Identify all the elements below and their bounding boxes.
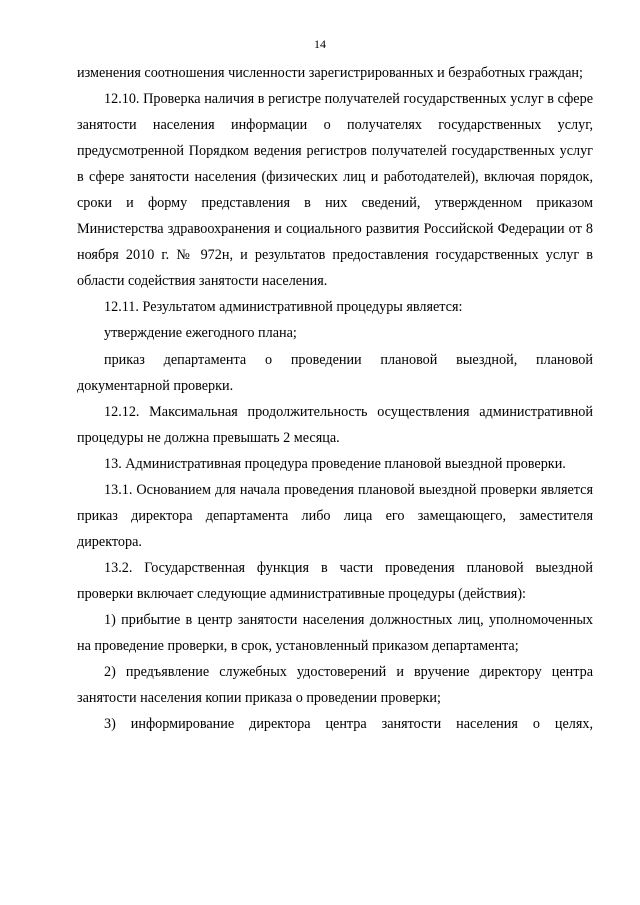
page-number: 14 — [314, 37, 326, 51]
paragraph-12-12: 12.12. Максимальная продолжительность осуществления административной процедуры не должна превышать 2 месяца. — [77, 403, 593, 446]
paragraph-continuation: изменения соотношения численности зарегистрированных и безработных граждан; — [77, 65, 583, 81]
paragraph-13: 13. Административная процедура проведение плановой выездной проверки. — [104, 455, 566, 472]
paragraph-12-10: 12.10. Проверка наличия в регистре получателей государственных услуг в сфере занятости населения информации о получателях государственных услуг, предусмотренной Порядком ведения регистров получателей государственных услуг в сфере занятости населения (физических лиц и работодателей), включая порядок, сроки и форму представления в них сведений, утвержденном приказом Министерства здравоохранения и социального развития Российской Федерации от 8 ноября 2010 г. № 972н, и результатов предоставления государственных услуг в области содействия занятости населения. — [77, 91, 593, 290]
paragraph-department-order: приказ департамента о проведении плановой выездной, плановой документарной проверки. — [77, 351, 593, 394]
list-item-1: 1) прибытие в центр занятости населения должностных лиц, уполномоченных на проведение проверки, в срок, установленный приказом департамента; — [77, 611, 593, 655]
paragraph-12-11: 12.11. Результатом административной процедуры является: — [104, 299, 463, 316]
list-item-2: 2) предъявление служебных удостоверений и вручение директору центра занятости населения копии приказа о проведении проверки; — [77, 664, 593, 707]
paragraph-13-2: 13.2. Государственная функция в части проведения плановой выездной проверки включает следующие административные процедуры (действия): — [77, 559, 593, 602]
list-item-3: 3) информирование директора центра занятости населения о целях, — [104, 716, 593, 733]
paragraph-annual-plan: утверждение ежегодного плана; — [104, 325, 297, 342]
document-body — [77, 60, 593, 737]
paragraph-13-1: 13.1. Основанием для начала проведения плановой выездной проверки является приказ директора департамента либо лица его замещающего, заместителя директора. — [77, 481, 593, 550]
